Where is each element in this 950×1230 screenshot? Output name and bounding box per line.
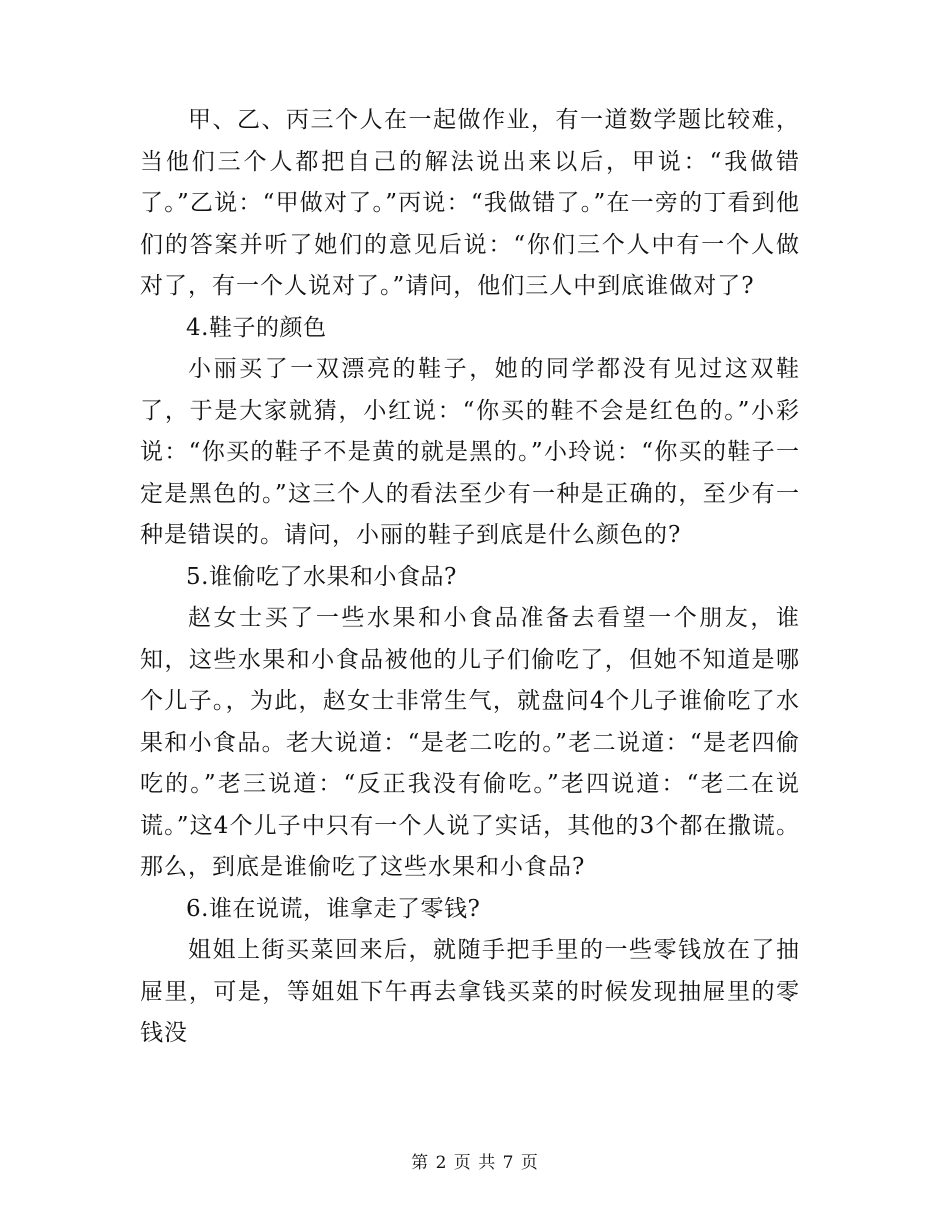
paragraph-puzzle-homework: 甲、乙、丙三个人在一起做作业，有一道数学题比较难，当他们三个人都把自己的解法说出来以后，甲说：“我做错了。”乙说：“甲做对了。”丙说：“我做错了。”在一旁的丁看到他们的答案并听了她们的意见后说：“你们三个人中有一个人做对了，有一个人说对了。”请问，他们三人中到底谁做对了? <box>140 107 800 299</box>
document-body <box>140 100 800 1055</box>
paragraph-who-took-change: 姐姐上街买菜回来后，就随手把手里的一些零钱放在了抽屉里，可是，等姐姐下午再去拿钱买菜的时候发现抽屉里的零钱没 <box>140 937 800 1046</box>
heading-who-took-change: 6.谁在说谎，谁拿走了零钱? <box>186 895 481 922</box>
paragraph-shoe-color: 小丽买了一双漂亮的鞋子，她的同学都没有见过这双鞋了，于是大家就猜，小红说：“你买的鞋不会是红色的。”小彩说：“你买的鞋子不是黄的就是黑的。”小玲说：“你买的鞋子一定是黑色的。”这三个人的看法至少有一种是正确的，至少有一种是错误的。请问，小丽的鞋子到底是什么颜色的? <box>140 356 800 548</box>
page-number-footer: 第 2 页 共 7 页 <box>411 1153 539 1173</box>
heading-who-ate-snacks: 5.谁偷吃了水果和小食品? <box>186 563 457 590</box>
heading-shoe-color: 4.鞋子的颜色 <box>186 314 327 341</box>
paragraph-who-ate-snacks: 赵女士买了一些水果和小食品准备去看望一个朋友，谁知，这些水果和小食品被他的儿子们偷吃了，但她不知道是哪个儿子。，为此，赵女士非常生气，就盘问4个儿子谁偷吃了水果和小食品。老大说道：“是老二吃的。”老二说道：“是老四偷吃的。”老三说道：“反正我没有偷吃。”老四说道：“老二在说谎。”这4个儿子中只有一个人说了实话，其他的3个都在撒谎。那么，到底是谁偷吃了这些水果和小食品? <box>140 605 800 880</box>
